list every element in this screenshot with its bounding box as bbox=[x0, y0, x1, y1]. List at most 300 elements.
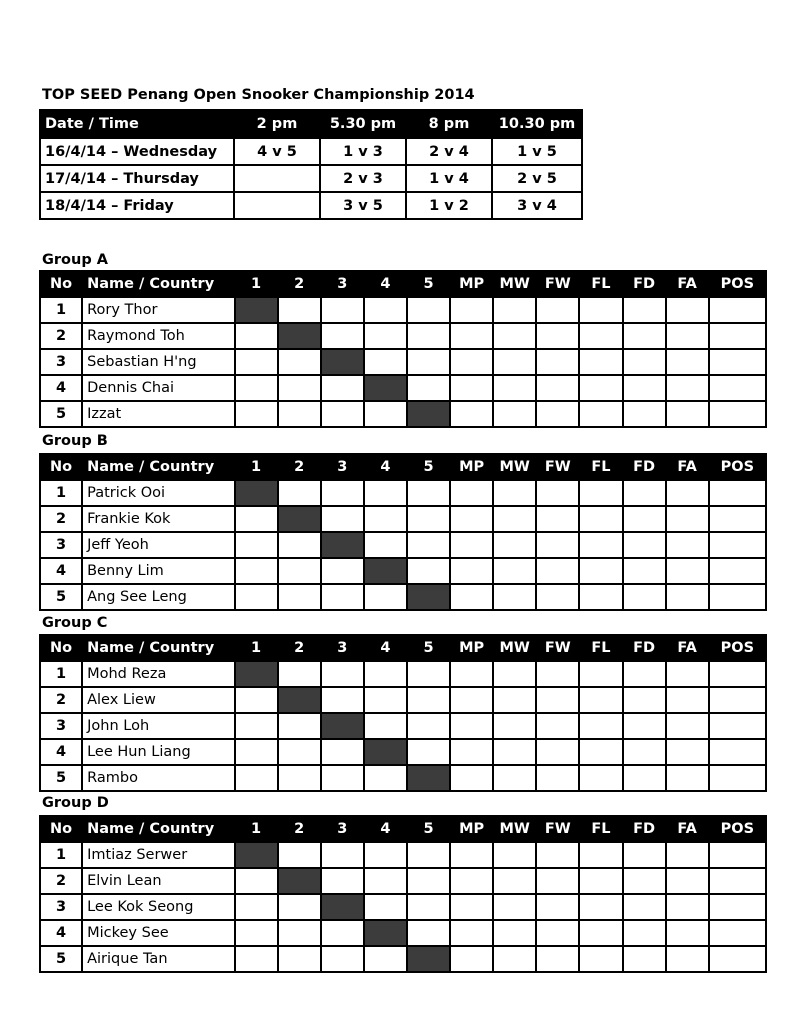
score-cell bbox=[579, 532, 622, 558]
score-cell bbox=[579, 868, 622, 894]
score-cell bbox=[536, 739, 579, 765]
column-header: FW bbox=[536, 454, 579, 480]
score-cell bbox=[407, 480, 450, 506]
player-number: 3 bbox=[40, 532, 82, 558]
score-cell bbox=[666, 687, 709, 713]
score-cell bbox=[493, 584, 536, 610]
score-cell bbox=[493, 920, 536, 946]
score-cell bbox=[709, 946, 766, 972]
table-row bbox=[40, 584, 766, 610]
score-cell bbox=[364, 661, 407, 687]
score-cell bbox=[450, 323, 493, 349]
score-cell bbox=[278, 661, 321, 687]
score-cell bbox=[493, 946, 536, 972]
player-name: John Loh bbox=[82, 713, 234, 739]
score-cell bbox=[579, 323, 622, 349]
score-cell bbox=[623, 661, 666, 687]
score-cell bbox=[278, 946, 321, 972]
score-cell bbox=[536, 842, 579, 868]
score-cell bbox=[407, 842, 450, 868]
player-number: 3 bbox=[40, 894, 82, 920]
schedule-header-slot: 5.30 pm bbox=[320, 110, 406, 138]
score-cell bbox=[278, 713, 321, 739]
score-cell bbox=[407, 894, 450, 920]
score-cell bbox=[666, 401, 709, 427]
score-cell bbox=[666, 558, 709, 584]
score-cell bbox=[536, 558, 579, 584]
score-cell bbox=[235, 946, 278, 972]
score-cell bbox=[709, 506, 766, 532]
score-cell bbox=[623, 506, 666, 532]
column-header: No bbox=[40, 271, 82, 297]
column-header: POS bbox=[709, 454, 766, 480]
score-cell bbox=[450, 842, 493, 868]
group-header-row bbox=[40, 271, 766, 297]
score-cell bbox=[536, 297, 579, 323]
score-cell bbox=[579, 946, 622, 972]
self-match-shaded-cell bbox=[321, 349, 364, 375]
score-cell bbox=[493, 713, 536, 739]
column-header: 5 bbox=[407, 816, 450, 842]
score-cell bbox=[623, 584, 666, 610]
score-cell bbox=[235, 739, 278, 765]
score-cell bbox=[235, 323, 278, 349]
group-b-label: Group B bbox=[42, 433, 108, 449]
self-match-shaded-cell bbox=[407, 765, 450, 791]
player-number: 3 bbox=[40, 713, 82, 739]
score-cell bbox=[235, 687, 278, 713]
score-cell bbox=[536, 868, 579, 894]
score-cell bbox=[321, 842, 364, 868]
score-cell bbox=[623, 713, 666, 739]
table-row bbox=[40, 739, 766, 765]
score-cell bbox=[235, 765, 278, 791]
score-cell bbox=[321, 584, 364, 610]
player-name: Patrick Ooi bbox=[82, 480, 234, 506]
column-header: FD bbox=[623, 271, 666, 297]
score-cell bbox=[709, 687, 766, 713]
score-cell bbox=[666, 349, 709, 375]
score-cell bbox=[579, 739, 622, 765]
schedule-match: 1 v 3 bbox=[320, 138, 406, 165]
score-cell bbox=[235, 558, 278, 584]
self-match-shaded-cell bbox=[321, 894, 364, 920]
score-cell bbox=[709, 894, 766, 920]
group-c-label: Group C bbox=[42, 615, 108, 631]
score-cell bbox=[536, 687, 579, 713]
column-header: FW bbox=[536, 816, 579, 842]
column-header: Name / Country bbox=[82, 454, 234, 480]
column-header: FL bbox=[579, 271, 622, 297]
column-header: FL bbox=[579, 816, 622, 842]
score-cell bbox=[666, 375, 709, 401]
player-name: Mickey See bbox=[82, 920, 234, 946]
score-cell bbox=[278, 375, 321, 401]
player-name: Mohd Reza bbox=[82, 661, 234, 687]
score-cell bbox=[450, 375, 493, 401]
score-cell bbox=[579, 584, 622, 610]
score-cell bbox=[364, 713, 407, 739]
self-match-shaded-cell bbox=[407, 946, 450, 972]
score-cell bbox=[579, 558, 622, 584]
score-cell bbox=[321, 323, 364, 349]
score-cell bbox=[321, 401, 364, 427]
column-header: FW bbox=[536, 635, 579, 661]
score-cell bbox=[709, 661, 766, 687]
score-cell bbox=[407, 661, 450, 687]
column-header: MP bbox=[450, 454, 493, 480]
column-header: 1 bbox=[235, 816, 278, 842]
column-header: FA bbox=[666, 816, 709, 842]
table-row bbox=[40, 375, 766, 401]
group-header-row bbox=[40, 816, 766, 842]
score-cell bbox=[364, 323, 407, 349]
self-match-shaded-cell bbox=[364, 920, 407, 946]
score-cell bbox=[493, 687, 536, 713]
score-cell bbox=[235, 506, 278, 532]
table-row bbox=[40, 946, 766, 972]
column-header: 3 bbox=[321, 271, 364, 297]
player-name: Dennis Chai bbox=[82, 375, 234, 401]
score-cell bbox=[579, 297, 622, 323]
score-cell bbox=[536, 894, 579, 920]
schedule-row bbox=[40, 138, 582, 165]
player-name: Imtiaz Serwer bbox=[82, 842, 234, 868]
score-cell bbox=[364, 532, 407, 558]
player-name: Frankie Kok bbox=[82, 506, 234, 532]
self-match-shaded-cell bbox=[235, 661, 278, 687]
column-header: MW bbox=[493, 454, 536, 480]
score-cell bbox=[235, 532, 278, 558]
score-cell bbox=[666, 480, 709, 506]
score-cell bbox=[666, 739, 709, 765]
table-row bbox=[40, 661, 766, 687]
score-cell bbox=[579, 842, 622, 868]
score-cell bbox=[666, 713, 709, 739]
score-cell bbox=[709, 480, 766, 506]
score-cell bbox=[623, 401, 666, 427]
score-cell bbox=[493, 480, 536, 506]
player-number: 4 bbox=[40, 920, 82, 946]
score-cell bbox=[235, 920, 278, 946]
score-cell bbox=[278, 920, 321, 946]
self-match-shaded-cell bbox=[321, 532, 364, 558]
score-cell bbox=[623, 920, 666, 946]
score-cell bbox=[623, 349, 666, 375]
score-cell bbox=[623, 323, 666, 349]
score-cell bbox=[235, 868, 278, 894]
score-cell bbox=[709, 297, 766, 323]
score-cell bbox=[666, 584, 709, 610]
table-row bbox=[40, 713, 766, 739]
schedule-header-slot: 10.30 pm bbox=[492, 110, 582, 138]
column-header: FW bbox=[536, 271, 579, 297]
group-header-row bbox=[40, 454, 766, 480]
score-cell bbox=[364, 687, 407, 713]
score-cell bbox=[407, 297, 450, 323]
schedule-row bbox=[40, 165, 582, 192]
schedule-match: 3 v 5 bbox=[320, 192, 406, 219]
player-number: 2 bbox=[40, 506, 82, 532]
score-cell bbox=[407, 713, 450, 739]
score-cell bbox=[579, 401, 622, 427]
score-cell bbox=[623, 687, 666, 713]
column-header: No bbox=[40, 816, 82, 842]
score-cell bbox=[321, 765, 364, 791]
score-cell bbox=[364, 506, 407, 532]
score-cell bbox=[364, 894, 407, 920]
column-header: 3 bbox=[321, 816, 364, 842]
schedule-match: 1 v 2 bbox=[406, 192, 492, 219]
column-header: Name / Country bbox=[82, 635, 234, 661]
score-cell bbox=[450, 297, 493, 323]
schedule-match: 2 v 3 bbox=[320, 165, 406, 192]
score-cell bbox=[709, 765, 766, 791]
player-number: 2 bbox=[40, 323, 82, 349]
score-cell bbox=[623, 946, 666, 972]
table-row bbox=[40, 323, 766, 349]
column-header: Name / Country bbox=[82, 271, 234, 297]
score-cell bbox=[579, 894, 622, 920]
schedule-header-row bbox=[40, 110, 582, 138]
score-cell bbox=[709, 532, 766, 558]
score-cell bbox=[536, 506, 579, 532]
score-cell bbox=[321, 480, 364, 506]
column-header: FD bbox=[623, 454, 666, 480]
score-cell bbox=[493, 661, 536, 687]
score-cell bbox=[450, 558, 493, 584]
table-row bbox=[40, 920, 766, 946]
table-row bbox=[40, 506, 766, 532]
column-header: MP bbox=[450, 816, 493, 842]
score-cell bbox=[709, 323, 766, 349]
score-cell bbox=[364, 946, 407, 972]
score-cell bbox=[493, 532, 536, 558]
table-row bbox=[40, 297, 766, 323]
table-row bbox=[40, 868, 766, 894]
schedule-match: 1 v 5 bbox=[492, 138, 582, 165]
score-cell bbox=[407, 868, 450, 894]
schedule-match: 4 v 5 bbox=[234, 138, 320, 165]
score-cell bbox=[666, 297, 709, 323]
score-cell bbox=[321, 868, 364, 894]
score-cell bbox=[579, 920, 622, 946]
player-name: Izzat bbox=[82, 401, 234, 427]
score-cell bbox=[364, 401, 407, 427]
player-name: Sebastian H'ng bbox=[82, 349, 234, 375]
score-cell bbox=[278, 532, 321, 558]
score-cell bbox=[450, 506, 493, 532]
column-header: 2 bbox=[278, 816, 321, 842]
score-cell bbox=[450, 739, 493, 765]
group-b-table bbox=[39, 453, 767, 611]
score-cell bbox=[666, 894, 709, 920]
score-cell bbox=[321, 375, 364, 401]
score-cell bbox=[235, 401, 278, 427]
score-cell bbox=[709, 842, 766, 868]
group-c-table bbox=[39, 634, 767, 792]
schedule-match: 2 v 4 bbox=[406, 138, 492, 165]
column-header: POS bbox=[709, 635, 766, 661]
score-cell bbox=[235, 349, 278, 375]
column-header: No bbox=[40, 454, 82, 480]
score-cell bbox=[493, 375, 536, 401]
score-cell bbox=[407, 739, 450, 765]
self-match-shaded-cell bbox=[235, 842, 278, 868]
score-cell bbox=[364, 842, 407, 868]
player-name: Raymond Toh bbox=[82, 323, 234, 349]
score-cell bbox=[364, 349, 407, 375]
score-cell bbox=[493, 894, 536, 920]
player-number: 4 bbox=[40, 739, 82, 765]
self-match-shaded-cell bbox=[407, 584, 450, 610]
column-header: 4 bbox=[364, 271, 407, 297]
score-cell bbox=[364, 584, 407, 610]
score-cell bbox=[278, 842, 321, 868]
schedule-match: 1 v 4 bbox=[406, 165, 492, 192]
score-cell bbox=[493, 842, 536, 868]
score-cell bbox=[278, 558, 321, 584]
self-match-shaded-cell bbox=[278, 506, 321, 532]
score-cell bbox=[407, 687, 450, 713]
column-header: MP bbox=[450, 635, 493, 661]
schedule-date: 16/4/14 – Wednesday bbox=[40, 138, 234, 165]
player-number: 1 bbox=[40, 297, 82, 323]
score-cell bbox=[407, 349, 450, 375]
score-cell bbox=[709, 868, 766, 894]
score-cell bbox=[450, 480, 493, 506]
player-name: Jeff Yeoh bbox=[82, 532, 234, 558]
score-cell bbox=[450, 661, 493, 687]
score-cell bbox=[364, 765, 407, 791]
score-cell bbox=[493, 401, 536, 427]
score-cell bbox=[493, 506, 536, 532]
score-cell bbox=[450, 946, 493, 972]
player-name: Rambo bbox=[82, 765, 234, 791]
score-cell bbox=[407, 323, 450, 349]
score-cell bbox=[709, 739, 766, 765]
score-cell bbox=[450, 584, 493, 610]
group-a-label: Group A bbox=[42, 252, 108, 268]
score-cell bbox=[536, 480, 579, 506]
score-cell bbox=[235, 584, 278, 610]
column-header: MW bbox=[493, 271, 536, 297]
player-number: 5 bbox=[40, 584, 82, 610]
schedule-match bbox=[234, 165, 320, 192]
score-cell bbox=[493, 868, 536, 894]
schedule-table bbox=[39, 109, 583, 220]
score-cell bbox=[579, 687, 622, 713]
score-cell bbox=[709, 349, 766, 375]
column-header: 4 bbox=[364, 816, 407, 842]
column-header: 2 bbox=[278, 271, 321, 297]
player-name: Rory Thor bbox=[82, 297, 234, 323]
player-name: Ang See Leng bbox=[82, 584, 234, 610]
self-match-shaded-cell bbox=[364, 558, 407, 584]
player-number: 5 bbox=[40, 946, 82, 972]
score-cell bbox=[709, 401, 766, 427]
score-cell bbox=[493, 739, 536, 765]
column-header: 1 bbox=[235, 454, 278, 480]
schedule-match bbox=[234, 192, 320, 219]
self-match-shaded-cell bbox=[364, 739, 407, 765]
score-cell bbox=[407, 506, 450, 532]
column-header: MW bbox=[493, 816, 536, 842]
schedule-header-slot: 2 pm bbox=[234, 110, 320, 138]
group-d-label: Group D bbox=[42, 795, 109, 811]
player-number: 2 bbox=[40, 868, 82, 894]
player-number: 1 bbox=[40, 842, 82, 868]
score-cell bbox=[579, 713, 622, 739]
column-header: 1 bbox=[235, 271, 278, 297]
score-cell bbox=[536, 661, 579, 687]
column-header: 1 bbox=[235, 635, 278, 661]
column-header: 5 bbox=[407, 635, 450, 661]
score-cell bbox=[407, 375, 450, 401]
score-cell bbox=[579, 765, 622, 791]
score-cell bbox=[666, 661, 709, 687]
score-cell bbox=[666, 323, 709, 349]
column-header: Name / Country bbox=[82, 816, 234, 842]
score-cell bbox=[623, 739, 666, 765]
score-cell bbox=[450, 401, 493, 427]
score-cell bbox=[321, 946, 364, 972]
score-cell bbox=[364, 480, 407, 506]
group-a-table bbox=[39, 270, 767, 428]
score-cell bbox=[623, 842, 666, 868]
player-name: Airique Tan bbox=[82, 946, 234, 972]
table-row bbox=[40, 765, 766, 791]
column-header: 3 bbox=[321, 454, 364, 480]
column-header: FL bbox=[579, 454, 622, 480]
score-cell bbox=[235, 713, 278, 739]
score-cell bbox=[407, 532, 450, 558]
score-cell bbox=[579, 506, 622, 532]
column-header: MW bbox=[493, 635, 536, 661]
table-row bbox=[40, 687, 766, 713]
column-header: POS bbox=[709, 816, 766, 842]
score-cell bbox=[278, 584, 321, 610]
score-cell bbox=[579, 661, 622, 687]
score-cell bbox=[450, 765, 493, 791]
score-cell bbox=[321, 506, 364, 532]
score-cell bbox=[536, 920, 579, 946]
score-cell bbox=[666, 920, 709, 946]
score-cell bbox=[536, 532, 579, 558]
score-cell bbox=[666, 506, 709, 532]
player-number: 3 bbox=[40, 349, 82, 375]
table-row bbox=[40, 532, 766, 558]
score-cell bbox=[536, 713, 579, 739]
player-number: 2 bbox=[40, 687, 82, 713]
player-name: Lee Kok Seong bbox=[82, 894, 234, 920]
score-cell bbox=[407, 558, 450, 584]
score-cell bbox=[278, 297, 321, 323]
score-cell bbox=[321, 661, 364, 687]
player-name: Benny Lim bbox=[82, 558, 234, 584]
table-row bbox=[40, 842, 766, 868]
score-cell bbox=[450, 687, 493, 713]
score-cell bbox=[278, 894, 321, 920]
score-cell bbox=[278, 401, 321, 427]
score-cell bbox=[321, 297, 364, 323]
score-cell bbox=[709, 584, 766, 610]
table-row bbox=[40, 349, 766, 375]
table-row bbox=[40, 894, 766, 920]
schedule-header-slot: 8 pm bbox=[406, 110, 492, 138]
group-d-table bbox=[39, 815, 767, 973]
player-number: 5 bbox=[40, 401, 82, 427]
